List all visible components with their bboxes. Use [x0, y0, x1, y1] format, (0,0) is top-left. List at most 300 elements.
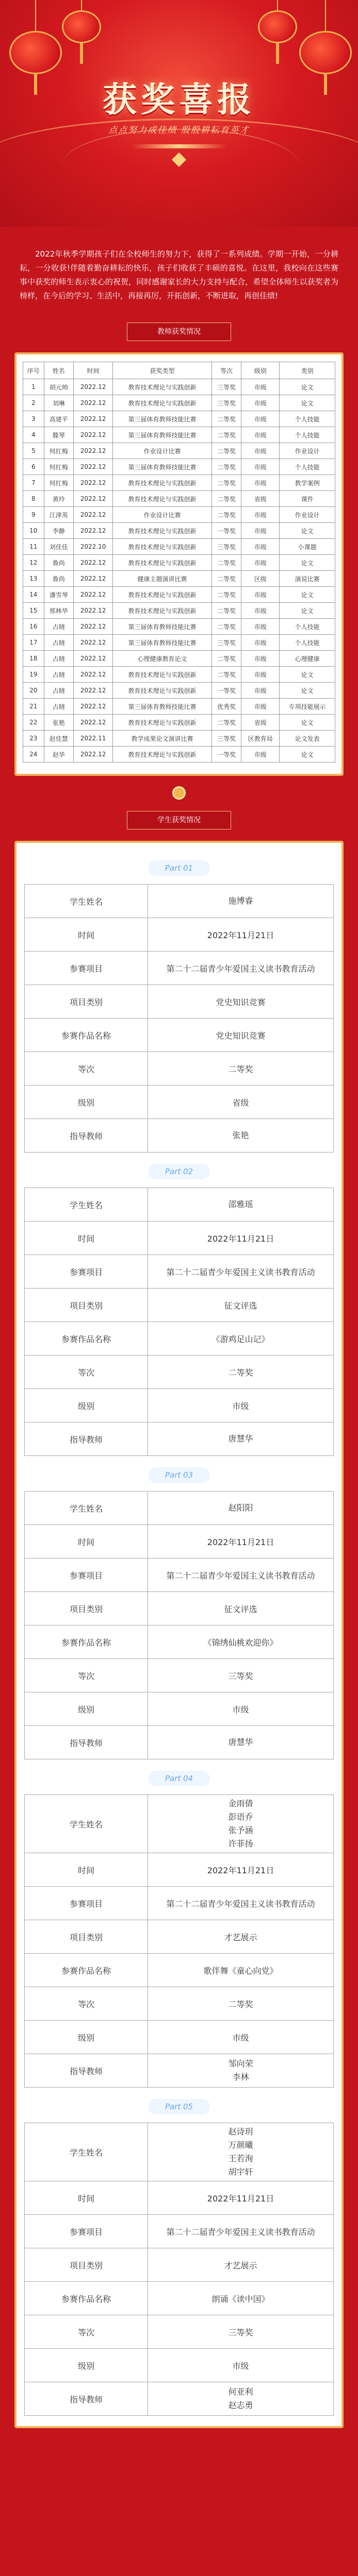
award-field-label: 级别: [25, 2021, 148, 2054]
work-row: [25, 2282, 334, 2315]
table-cell: 二等奖: [211, 459, 241, 475]
table-cell: 潘雪琴: [44, 587, 73, 603]
table-cell: 一等奖: [211, 683, 241, 699]
teachers-table-header: 获奖类型: [113, 362, 212, 379]
table-cell: 第三届体育教师技能比赛: [113, 635, 212, 651]
table-cell: 20: [23, 683, 44, 699]
student-award-table: [24, 884, 334, 1153]
banner-subtitle: 点点努力成佳绩 殷殷耕耘育英才: [108, 125, 250, 135]
table-cell: 市级: [241, 603, 280, 619]
table-cell: 教学案例: [280, 475, 335, 491]
grade-row: [25, 2315, 334, 2349]
table-cell: 占晓: [44, 635, 73, 651]
divider-dot-icon: [172, 786, 186, 800]
table-cell: 市级: [241, 507, 280, 523]
table-row: [23, 651, 335, 667]
award-field-label: 项目类别: [25, 1592, 148, 1625]
table-cell: 黄玲: [44, 491, 73, 507]
table-row: [23, 715, 335, 731]
grade-row: [25, 1052, 334, 1086]
award-field-value: 省级: [148, 1086, 334, 1119]
table-cell: 2022.12: [73, 555, 112, 571]
award-field-label: 时间: [25, 2181, 148, 2215]
table-cell: 市级: [241, 475, 280, 491]
award-field-value: [148, 1726, 334, 1759]
table-cell: 占晓: [44, 619, 73, 635]
table-cell: 二等奖: [211, 491, 241, 507]
award-field-label: 项目类别: [25, 985, 148, 1019]
table-row: [23, 411, 335, 427]
table-cell: 22: [23, 715, 44, 731]
table-cell: 教育技术理论与实践创新: [113, 683, 212, 699]
table-cell: 23: [23, 731, 44, 747]
award-field-value: 2022年11月21日: [148, 1222, 334, 1255]
table-cell: 市级: [241, 619, 280, 635]
time-row: [25, 1853, 334, 1887]
table-cell: 赵华: [44, 747, 73, 762]
award-field-label: 指导教师: [25, 1119, 148, 1153]
table-cell: 18: [23, 651, 44, 667]
award-field-label: 指导教师: [25, 1726, 148, 1759]
category-row: [25, 985, 334, 1019]
table-cell: 论文: [280, 379, 335, 395]
table-cell: 2022.12: [73, 587, 112, 603]
award-field-value: 第二十二届青少年爱国主义读书教育活动: [148, 1887, 334, 1920]
project-row: [25, 952, 334, 985]
award-field-value: 市级: [148, 2021, 334, 2054]
table-cell: 17: [23, 635, 44, 651]
table-row: [23, 459, 335, 475]
table-row: [23, 587, 335, 603]
award-field-value: 歌伴舞《童心向党》: [148, 1954, 334, 1987]
table-cell: 2022.12: [73, 683, 112, 699]
award-field-value: [148, 1492, 334, 1525]
award-field-value: [148, 1119, 334, 1153]
table-cell: 2022.12: [73, 651, 112, 667]
table-cell: 2022.12: [73, 411, 112, 427]
teachers-table-header: 时间: [73, 362, 112, 379]
table-cell: 李静: [44, 523, 73, 539]
award-value-line: 何亚利: [228, 2387, 253, 2397]
award-value-line: 赵诗玥: [228, 2127, 253, 2137]
table-cell: 2022.12: [73, 619, 112, 635]
table-cell: 二等奖: [211, 619, 241, 635]
table-cell: 二等奖: [211, 571, 241, 587]
table-cell: 胡元帅: [44, 379, 73, 395]
award-field-value: 第二十二届青少年爱国主义读书教育活动: [148, 2215, 334, 2248]
teachers-table-header: 级别: [241, 362, 280, 379]
teachers-table-header: 姓名: [44, 362, 73, 379]
table-cell: 2022.12: [73, 443, 112, 459]
table-cell: 作业设计: [280, 507, 335, 523]
table-cell: 论文: [280, 747, 335, 762]
table-cell: 3: [23, 411, 44, 427]
table-cell: 教学成果论文演讲比赛: [113, 731, 212, 747]
award-field-value: 2022年11月21日: [148, 1525, 334, 1558]
table-cell: 2022.12: [73, 523, 112, 539]
table-cell: 二等奖: [211, 443, 241, 459]
grade-row: [25, 1355, 334, 1389]
table-cell: 小课题: [280, 539, 335, 555]
table-cell: 二等奖: [211, 651, 241, 667]
table-cell: 区级: [241, 571, 280, 587]
table-cell: 2022.12: [73, 603, 112, 619]
teacher-row: [25, 1119, 334, 1153]
award-field-label: 级别: [25, 1692, 148, 1726]
award-field-label: 参赛项目: [25, 952, 148, 985]
table-cell: 教育技术理论与实践创新: [113, 523, 212, 539]
table-cell: 论文: [280, 683, 335, 699]
part-label: Part 02: [148, 1164, 210, 1179]
table-cell: 论文: [280, 555, 335, 571]
category-row: [25, 1920, 334, 1954]
table-cell: 个人技能: [280, 411, 335, 427]
award-field-value: 朗诵《读中国》: [148, 2282, 334, 2315]
table-cell: 教育技术理论与实践创新: [113, 475, 212, 491]
table-cell: 5: [23, 443, 44, 459]
table-row: [23, 635, 335, 651]
award-field-label: 参赛作品名称: [25, 1019, 148, 1052]
teacher-row: [25, 1726, 334, 1759]
table-cell: 市级: [241, 587, 280, 603]
table-cell: 1: [23, 379, 44, 395]
table-cell: 7: [23, 475, 44, 491]
table-cell: 8: [23, 491, 44, 507]
level-row: [25, 2021, 334, 2054]
banner-ribbon-decoration: [132, 144, 226, 148]
table-cell: 区教育局: [241, 731, 280, 747]
table-cell: 2022.12: [73, 571, 112, 587]
table-cell: 省级: [241, 715, 280, 731]
table-row: [23, 427, 335, 443]
table-cell: 2022.12: [73, 475, 112, 491]
teachers-section-tag: 教师获奖情况: [127, 323, 231, 341]
time-row: [25, 1222, 334, 1255]
award-field-value: [148, 885, 334, 918]
table-cell: 二等奖: [211, 475, 241, 491]
student-award-table: [24, 1491, 334, 1759]
award-field-value: [148, 1795, 334, 1853]
award-field-value: 2022年11月21日: [148, 918, 334, 952]
table-cell: 高建平: [44, 411, 73, 427]
award-field-label: 学生姓名: [25, 1188, 148, 1222]
award-field-value: 党史知识竞赛: [148, 985, 334, 1019]
table-cell: 二等奖: [211, 427, 241, 443]
table-cell: 2022.12: [73, 715, 112, 731]
table-row: [23, 571, 335, 587]
table-cell: 第三届体育教师技能比赛: [113, 459, 212, 475]
table-cell: 二等奖: [211, 507, 241, 523]
table-row: [23, 747, 335, 762]
table-cell: 心理健康: [280, 651, 335, 667]
table-cell: 2022.12: [73, 507, 112, 523]
part-label: Part 05: [148, 2099, 210, 2114]
award-field-value: 才艺展示: [148, 2248, 334, 2282]
award-field-label: 参赛作品名称: [25, 1322, 148, 1355]
table-cell: 市级: [241, 651, 280, 667]
level-row: [25, 1389, 334, 1422]
table-cell: 2022.12: [73, 491, 112, 507]
table-row: [23, 731, 335, 747]
table-cell: 第三届体育教师技能比赛: [113, 427, 212, 443]
table-cell: 第三届体育教师技能比赛: [113, 619, 212, 635]
award-field-value: 三等奖: [148, 1659, 334, 1692]
award-field-value: [148, 1188, 334, 1222]
table-cell: 2: [23, 395, 44, 411]
grade-row: [25, 1659, 334, 1692]
teacher-row: [25, 1422, 334, 1456]
award-field-label: 参赛项目: [25, 1255, 148, 1289]
table-cell: 作业设计比赛: [113, 507, 212, 523]
award-field-value: 《锦绣仙桃欢迎你》: [148, 1625, 334, 1659]
award-field-value: 市级: [148, 1389, 334, 1422]
table-cell: 14: [23, 587, 44, 603]
award-value-line: 赵阳阳: [228, 1503, 253, 1513]
table-cell: 市级: [241, 395, 280, 411]
table-cell: 第三届体育教师技能比赛: [113, 411, 212, 427]
award-field-value: [148, 2054, 334, 2088]
level-row: [25, 1086, 334, 1119]
award-field-value: 市级: [148, 1692, 334, 1726]
category-row: [25, 1289, 334, 1322]
table-cell: 三等奖: [211, 395, 241, 411]
table-cell: 演说比赛: [280, 571, 335, 587]
table-cell: 2022.11: [73, 731, 112, 747]
table-cell: 健康主题演讲比赛: [113, 571, 212, 587]
award-field-label: 参赛作品名称: [25, 1625, 148, 1659]
table-cell: 市级: [241, 555, 280, 571]
table-cell: 二等奖: [211, 603, 241, 619]
student-name-row: [25, 2123, 334, 2181]
table-cell: 2022.12: [73, 667, 112, 683]
intro-paragraph: 2022年秋季学期孩子们在全校师生的努力下，获得了一系列成绩。学期一开始，一分耕耘，一分收获!伴随着勤奋耕耘的快乐，孩子们收获了丰硕的喜悦。在这里，我校向在这些赛事中获奖的师生表示衷心的祝贺，同时感谢家长的大力支持与配合，希望全体师生以获奖者为榜样，在今后的学习、生活中，再接再厉，开拓创新，不断进取，再创佳绩!: [20, 249, 338, 300]
award-value-line: 许菲扬: [228, 1839, 253, 1849]
project-row: [25, 1255, 334, 1289]
teacher-row: [25, 2054, 334, 2088]
award-field-label: 时间: [25, 918, 148, 952]
table-cell: 三等奖: [211, 379, 241, 395]
award-field-label: 参赛作品名称: [25, 2282, 148, 2315]
table-cell: 优秀奖: [211, 699, 241, 715]
award-field-label: 项目类别: [25, 2248, 148, 2282]
award-field-value: 第二十二届青少年爱国主义读书教育活动: [148, 1255, 334, 1289]
table-cell: 市级: [241, 699, 280, 715]
project-row: [25, 1887, 334, 1920]
table-cell: 21: [23, 699, 44, 715]
award-value-line: 张艳: [232, 1130, 249, 1140]
part-label: Part 01: [148, 860, 210, 876]
table-cell: 课件: [280, 491, 335, 507]
award-field-label: 参赛项目: [25, 2215, 148, 2248]
award-value-line: 万颜曦: [228, 2140, 253, 2150]
table-row: [23, 555, 335, 571]
table-cell: 教育技术理论与实践创新: [113, 555, 212, 571]
table-cell: 论文: [280, 523, 335, 539]
table-cell: 三等奖: [211, 731, 241, 747]
lantern-icon: [258, 0, 297, 64]
table-cell: 占晓: [44, 651, 73, 667]
table-cell: 市级: [241, 667, 280, 683]
grade-row: [25, 1987, 334, 2021]
level-row: [25, 2349, 334, 2382]
table-cell: 12: [23, 555, 44, 571]
table-row: [23, 699, 335, 715]
award-field-label: 项目类别: [25, 1920, 148, 1954]
table-cell: 占晓: [44, 683, 73, 699]
award-value-line: 邹向荣: [228, 2059, 253, 2069]
part-label: Part 03: [148, 1467, 210, 1483]
award-field-value: 二等奖: [148, 1052, 334, 1086]
teachers-table-header: 等次: [211, 362, 241, 379]
table-cell: 个人技能: [280, 427, 335, 443]
table-cell: 市级: [241, 459, 280, 475]
table-cell: 何红梅: [44, 443, 73, 459]
student-name-row: [25, 1795, 334, 1853]
table-cell: 市级: [241, 683, 280, 699]
award-value-line: 唐慧华: [228, 1434, 253, 1444]
table-cell: 教育技术理论与实践创新: [113, 491, 212, 507]
award-field-value: [148, 2123, 334, 2181]
students-section-tag: 学生获奖情况: [127, 811, 231, 829]
table-cell: 教育技术理论与实践创新: [113, 395, 212, 411]
time-row: [25, 1525, 334, 1558]
table-cell: 教育技术理论与实践创新: [113, 603, 212, 619]
table-cell: 市级: [241, 427, 280, 443]
student-award-table: [24, 1188, 334, 1456]
category-row: [25, 2248, 334, 2282]
table-cell: 江津英: [44, 507, 73, 523]
award-field-value: [148, 1422, 334, 1456]
table-cell: 个人技能: [280, 619, 335, 635]
award-field-label: 级别: [25, 2349, 148, 2382]
award-field-label: 等次: [25, 1987, 148, 2021]
project-row: [25, 2215, 334, 2248]
table-cell: 市级: [241, 379, 280, 395]
table-cell: 作业设计比赛: [113, 443, 212, 459]
award-field-value: 二等奖: [148, 1987, 334, 2021]
table-cell: 二等奖: [211, 715, 241, 731]
award-field-label: 学生姓名: [25, 1795, 148, 1853]
table-cell: 教育技术理论与实践创新: [113, 747, 212, 762]
award-value-line: 王若洵: [228, 2154, 253, 2163]
award-value-line: 施博睿: [228, 896, 253, 906]
table-row: [23, 507, 335, 523]
table-cell: 市级: [241, 523, 280, 539]
award-field-value: 征文评选: [148, 1289, 334, 1322]
work-row: [25, 1322, 334, 1355]
time-row: [25, 2181, 334, 2215]
award-field-label: 参赛项目: [25, 1558, 148, 1592]
table-row: [23, 379, 335, 395]
part-label: Part 04: [148, 1771, 210, 1786]
banner: [0, 0, 358, 227]
table-cell: 作业设计: [280, 443, 335, 459]
table-cell: 占晓: [44, 667, 73, 683]
table-cell: 张艳: [44, 715, 73, 731]
table-cell: 三等奖: [211, 539, 241, 555]
award-field-value: 2022年11月21日: [148, 2181, 334, 2215]
table-cell: 11: [23, 539, 44, 555]
award-field-value: 《游鸡足山记》: [148, 1322, 334, 1355]
table-row: [23, 539, 335, 555]
table-cell: 2022.12: [73, 459, 112, 475]
teachers-table-header: 序号: [23, 362, 44, 379]
work-row: [25, 1625, 334, 1659]
award-field-value: 三等奖: [148, 2315, 334, 2349]
table-row: [23, 619, 335, 635]
award-field-label: 等次: [25, 1659, 148, 1692]
table-cell: 个人技能: [280, 459, 335, 475]
award-field-label: 等次: [25, 1355, 148, 1389]
student-award-table: [24, 2123, 334, 2416]
table-cell: 论文: [280, 603, 335, 619]
project-row: [25, 1558, 334, 1592]
time-row: [25, 918, 334, 952]
table-cell: 刘琳: [44, 395, 73, 411]
table-cell: 滕琴: [44, 427, 73, 443]
banner-title: 获奖喜报: [103, 80, 255, 120]
table-cell: 邢林华: [44, 603, 73, 619]
table-cell: 论文: [280, 587, 335, 603]
lantern-icon: [62, 0, 101, 64]
award-field-value: 2022年11月21日: [148, 1853, 334, 1887]
award-field-label: 参赛作品名称: [25, 1954, 148, 1987]
award-field-label: 时间: [25, 1525, 148, 1558]
award-value-line: 金雨倩: [228, 1799, 253, 1808]
table-cell: 9: [23, 507, 44, 523]
table-cell: 二等奖: [211, 587, 241, 603]
award-field-label: 时间: [25, 1853, 148, 1887]
award-field-value: [148, 2382, 334, 2416]
work-row: [25, 1019, 334, 1052]
award-field-label: 指导教师: [25, 2382, 148, 2416]
table-row: [23, 603, 335, 619]
award-field-label: 学生姓名: [25, 2123, 148, 2181]
student-award-table: [24, 1794, 334, 2088]
table-cell: 24: [23, 747, 44, 762]
award-field-label: 等次: [25, 2315, 148, 2349]
table-cell: 2022.12: [73, 747, 112, 762]
award-field-value: 第二十二届青少年爱国主义读书教育活动: [148, 1558, 334, 1592]
award-value-line: 胡宇轩: [228, 2167, 253, 2177]
table-cell: 何红梅: [44, 475, 73, 491]
table-row: [23, 475, 335, 491]
level-row: [25, 1692, 334, 1726]
award-field-label: 级别: [25, 1389, 148, 1422]
table-cell: 2022.12: [73, 395, 112, 411]
award-field-value: 市级: [148, 2349, 334, 2382]
table-row: [23, 683, 335, 699]
award-value-line: 彭语乔: [228, 1812, 253, 1822]
table-cell: 第三届体育教师技能比赛: [113, 699, 212, 715]
award-field-label: 指导教师: [25, 1422, 148, 1456]
table-cell: 个人技能: [280, 635, 335, 651]
category-row: [25, 1592, 334, 1625]
award-value-line: 李林: [232, 2072, 249, 2082]
award-value-line: 邵雅瑶: [228, 1199, 253, 1209]
work-row: [25, 1954, 334, 1987]
table-cell: 刘佳佳: [44, 539, 73, 555]
table-row: [23, 395, 335, 411]
table-cell: 省级: [241, 491, 280, 507]
table-cell: 占晓: [44, 699, 73, 715]
award-field-value: 第二十二届青少年爱国主义读书教育活动: [148, 952, 334, 985]
teachers-table-card: [14, 352, 344, 776]
table-cell: 2022.12: [73, 635, 112, 651]
table-cell: 教育技术理论与实践创新: [113, 587, 212, 603]
table-cell: 一等奖: [211, 523, 241, 539]
table-cell: 市级: [241, 411, 280, 427]
